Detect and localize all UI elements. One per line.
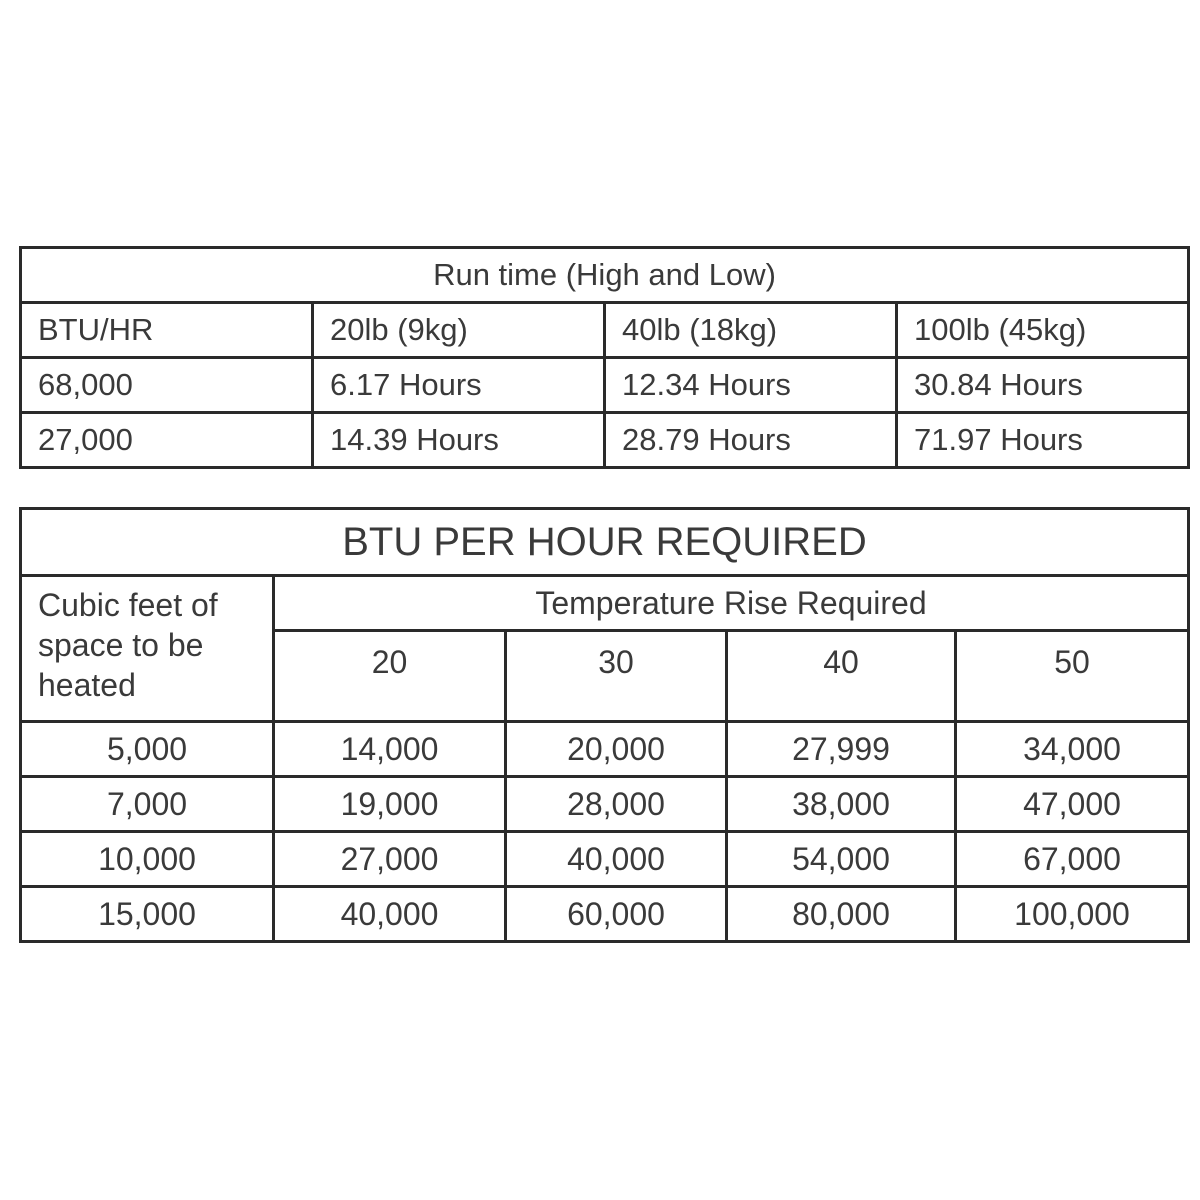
table-row: [21, 413, 1189, 468]
header-40lb: 40lb (18kg): [605, 303, 897, 358]
btu-cell: 40,000: [506, 832, 727, 887]
cubic-feet-header-line: heated: [38, 667, 136, 703]
table-row: [21, 358, 1189, 413]
btu-hr-value: 68,000: [21, 358, 313, 413]
header-100lb: 100lb (45kg): [897, 303, 1189, 358]
run-time-title: Run time (High and Low): [21, 248, 1189, 303]
btu-cell: 54,000: [727, 832, 956, 887]
rise-50: 50: [956, 631, 1189, 722]
btu-cell: 47,000: [956, 777, 1189, 832]
run-time-table: [19, 246, 1190, 469]
cubic-feet-value: 15,000: [21, 887, 274, 942]
btu-hr-value: 27,000: [21, 413, 313, 468]
btu-cell: 20,000: [506, 722, 727, 777]
table-row: [21, 832, 1189, 887]
btu-cell: 19,000: [274, 777, 506, 832]
btu-cell: 80,000: [727, 887, 956, 942]
table-row: [21, 777, 1189, 832]
btu-cell: 38,000: [727, 777, 956, 832]
btu-cell: 14,000: [274, 722, 506, 777]
rise-40: 40: [727, 631, 956, 722]
btu-cell: 27,000: [274, 832, 506, 887]
cubic-feet-value: 5,000: [21, 722, 274, 777]
cubic-feet-header: [21, 576, 274, 722]
btu-title: BTU PER HOUR REQUIRED: [21, 509, 1189, 576]
cubic-feet-value: 7,000: [21, 777, 274, 832]
temperature-rise-header: Temperature Rise Required: [274, 576, 1189, 631]
run-time-cell: 14.39 Hours: [313, 413, 605, 468]
btu-cell: 27,999: [727, 722, 956, 777]
table-row: [21, 722, 1189, 777]
run-time-cell: 12.34 Hours: [605, 358, 897, 413]
btu-cell: 67,000: [956, 832, 1189, 887]
rise-30: 30: [506, 631, 727, 722]
btu-cell: 60,000: [506, 887, 727, 942]
header-btu-hr: BTU/HR: [21, 303, 313, 358]
cubic-feet-header-line: Cubic feet of: [38, 587, 218, 623]
run-time-header-row: [21, 303, 1189, 358]
header-20lb: 20lb (9kg): [313, 303, 605, 358]
btu-cell: 34,000: [956, 722, 1189, 777]
btu-per-hour-table: [19, 507, 1190, 943]
run-time-title-row: [21, 248, 1189, 303]
run-time-cell: 71.97 Hours: [897, 413, 1189, 468]
cubic-feet-value: 10,000: [21, 832, 274, 887]
run-time-cell: 30.84 Hours: [897, 358, 1189, 413]
rise-20: 20: [274, 631, 506, 722]
btu-cell: 40,000: [274, 887, 506, 942]
btu-title-row: [21, 509, 1189, 576]
run-time-cell: 6.17 Hours: [313, 358, 605, 413]
btu-header-row: [21, 576, 1189, 631]
btu-cell: 100,000: [956, 887, 1189, 942]
btu-cell: 28,000: [506, 777, 727, 832]
cubic-feet-header-line: space to be: [38, 627, 204, 663]
run-time-cell: 28.79 Hours: [605, 413, 897, 468]
table-row: [21, 887, 1189, 942]
